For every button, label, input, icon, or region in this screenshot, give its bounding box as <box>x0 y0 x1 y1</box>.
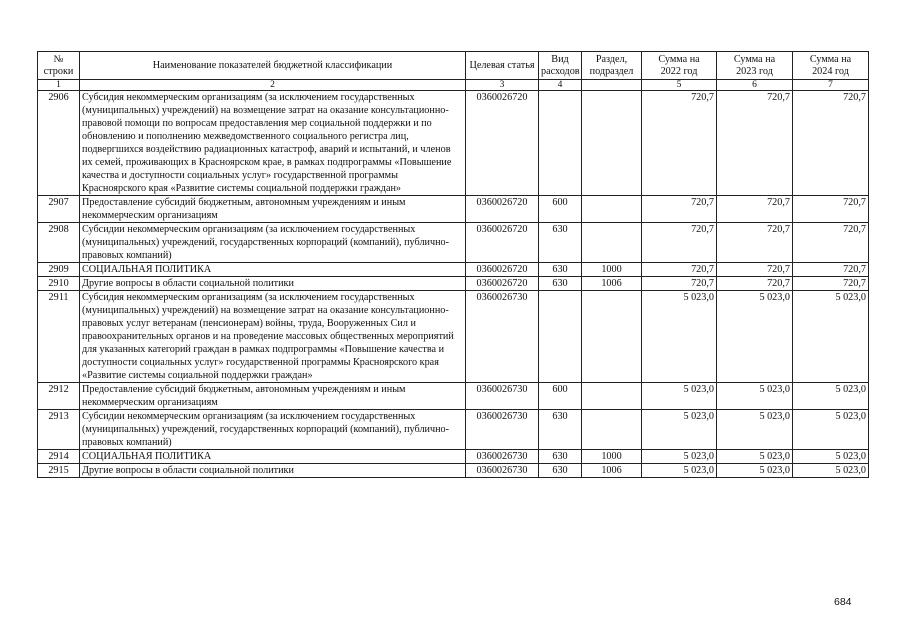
column-number: 4 <box>539 80 582 91</box>
target-article: 0360026720 <box>466 263 539 277</box>
section-subsection <box>582 383 642 410</box>
header-name: Наименование показателей бюджетной классификации <box>80 52 466 80</box>
expense-type: 630 <box>539 450 582 464</box>
sum-2024: 5 023,0 <box>793 291 869 383</box>
expense-type: 600 <box>539 196 582 223</box>
section-subsection <box>582 196 642 223</box>
row-number: 2907 <box>38 196 80 223</box>
sum-2024: 720,7 <box>793 223 869 263</box>
section-subsection: 1006 <box>582 277 642 291</box>
sum-2023: 5 023,0 <box>717 464 793 478</box>
section-subsection: 1000 <box>582 263 642 277</box>
target-article: 0360026730 <box>466 410 539 450</box>
column-number <box>582 80 642 91</box>
table-row <box>38 277 869 291</box>
row-name: Другие вопросы в области социальной политики <box>80 464 466 478</box>
section-subsection <box>582 223 642 263</box>
page-number: 684 <box>834 596 852 608</box>
column-number: 6 <box>717 80 793 91</box>
row-number: 2913 <box>38 410 80 450</box>
expense-type: 630 <box>539 464 582 478</box>
sum-2024: 720,7 <box>793 91 869 196</box>
header-target: Целевая статья <box>466 52 539 80</box>
sum-2023: 720,7 <box>717 223 793 263</box>
expense-type <box>539 291 582 383</box>
target-article: 0360026730 <box>466 450 539 464</box>
sum-2022: 720,7 <box>642 196 717 223</box>
expense-type: 630 <box>539 277 582 291</box>
header-vid: Вид расходов <box>539 52 582 80</box>
row-name: Субсидия некоммерческим организациям (за исключением государственных (муниципальных) учреждений) на возмещение затрат на оказание консультационно-правовой помощи по вопросам предоставления мер социальной поддержки и по обновлению и пополнению межведомственного социального регистра лиц, подвергшихся воздействию радиационных катастроф, аварий и испытаний, и членов их семей, проживающих в Красноярском крае, в рамках подпрограммы «Повышение качества и доступности социальных услуг» государственной программы Красноярского края «Развитие системы социальной поддержки граждан» <box>80 91 466 196</box>
sum-2024: 5 023,0 <box>793 410 869 450</box>
section-subsection: 1006 <box>582 464 642 478</box>
section-subsection <box>582 291 642 383</box>
sum-2022: 5 023,0 <box>642 464 717 478</box>
row-number: 2911 <box>38 291 80 383</box>
sum-2023: 5 023,0 <box>717 450 793 464</box>
sum-2024: 5 023,0 <box>793 450 869 464</box>
sum-2024: 720,7 <box>793 277 869 291</box>
sum-2022: 720,7 <box>642 277 717 291</box>
sum-2023: 720,7 <box>717 91 793 196</box>
expense-type: 600 <box>539 383 582 410</box>
target-article: 0360026730 <box>466 291 539 383</box>
header-row <box>38 52 869 80</box>
budget-table <box>37 51 869 478</box>
target-article: 0360026730 <box>466 383 539 410</box>
column-numbers-row <box>38 80 869 91</box>
sum-2023: 5 023,0 <box>717 291 793 383</box>
target-article: 0360026720 <box>466 223 539 263</box>
table-row <box>38 410 869 450</box>
column-number: 2 <box>80 80 466 91</box>
sum-2022: 5 023,0 <box>642 383 717 410</box>
row-name: Предоставление субсидий бюджетным, автономным учреждениям и иным некоммерческим организациям <box>80 383 466 410</box>
table-row <box>38 196 869 223</box>
expense-type: 630 <box>539 410 582 450</box>
table-row <box>38 383 869 410</box>
target-article: 0360026720 <box>466 91 539 196</box>
row-number: 2915 <box>38 464 80 478</box>
table-body <box>38 91 869 478</box>
column-number: 3 <box>466 80 539 91</box>
column-number: 5 <box>642 80 717 91</box>
sum-2024: 720,7 <box>793 196 869 223</box>
sum-2022: 5 023,0 <box>642 410 717 450</box>
row-name: Другие вопросы в области социальной политики <box>80 277 466 291</box>
header-sum-2022: Сумма на 2022 год <box>642 52 717 80</box>
header-sum-2023: Сумма на 2023 год <box>717 52 793 80</box>
row-name: СОЦИАЛЬНАЯ ПОЛИТИКА <box>80 263 466 277</box>
row-number: 2909 <box>38 263 80 277</box>
sum-2022: 5 023,0 <box>642 450 717 464</box>
sum-2022: 720,7 <box>642 223 717 263</box>
sum-2022: 720,7 <box>642 91 717 196</box>
section-subsection <box>582 91 642 196</box>
row-name: СОЦИАЛЬНАЯ ПОЛИТИКА <box>80 450 466 464</box>
header-row-no: № строки <box>38 52 80 80</box>
row-number: 2906 <box>38 91 80 196</box>
sum-2022: 720,7 <box>642 263 717 277</box>
sum-2023: 5 023,0 <box>717 410 793 450</box>
table-row <box>38 223 869 263</box>
row-number: 2912 <box>38 383 80 410</box>
expense-type <box>539 91 582 196</box>
expense-type: 630 <box>539 263 582 277</box>
target-article: 0360026720 <box>466 196 539 223</box>
table-row <box>38 450 869 464</box>
column-number: 1 <box>38 80 80 91</box>
sum-2023: 720,7 <box>717 263 793 277</box>
section-subsection: 1000 <box>582 450 642 464</box>
expense-type: 630 <box>539 223 582 263</box>
row-number: 2910 <box>38 277 80 291</box>
sum-2023: 720,7 <box>717 277 793 291</box>
sum-2023: 720,7 <box>717 196 793 223</box>
row-number: 2908 <box>38 223 80 263</box>
table-row <box>38 91 869 196</box>
table-row <box>38 263 869 277</box>
section-subsection <box>582 410 642 450</box>
sum-2024: 5 023,0 <box>793 383 869 410</box>
header-razdel: Раздел, подраздел <box>582 52 642 80</box>
row-name: Субсидия некоммерческим организациям (за исключением государственных (муниципальных) учреждений) на возмещение затрат на оказание консультационно-правовых услуг ветеранам (пенсионерам) войны, труда, Вооруженных Сил и правоохранительных органов и на проведение массовых общественных мероприятий для указанных категорий граждан в рамках подпрограммы «Повышение качества и доступности социальных услуг» государственной программы Красноярского края «Развитие системы социальной поддержки граждан» <box>80 291 466 383</box>
row-name: Предоставление субсидий бюджетным, автономным учреждениям и иным некоммерческим организациям <box>80 196 466 223</box>
row-name: Субсидии некоммерческим организациям (за исключением государственных (муниципальных) учреждений, государственных корпораций (компаний), публично-правовых компаний) <box>80 223 466 263</box>
target-article: 0360026720 <box>466 277 539 291</box>
row-name: Субсидии некоммерческим организациям (за исключением государственных (муниципальных) учреждений, государственных корпораций (компаний), публично-правовых компаний) <box>80 410 466 450</box>
table-row <box>38 291 869 383</box>
sum-2022: 5 023,0 <box>642 291 717 383</box>
table-row <box>38 464 869 478</box>
row-number: 2914 <box>38 450 80 464</box>
header-sum-2024: Сумма на 2024 год <box>793 52 869 80</box>
sum-2023: 5 023,0 <box>717 383 793 410</box>
sum-2024: 720,7 <box>793 263 869 277</box>
sum-2024: 5 023,0 <box>793 464 869 478</box>
target-article: 0360026730 <box>466 464 539 478</box>
column-number: 7 <box>793 80 869 91</box>
